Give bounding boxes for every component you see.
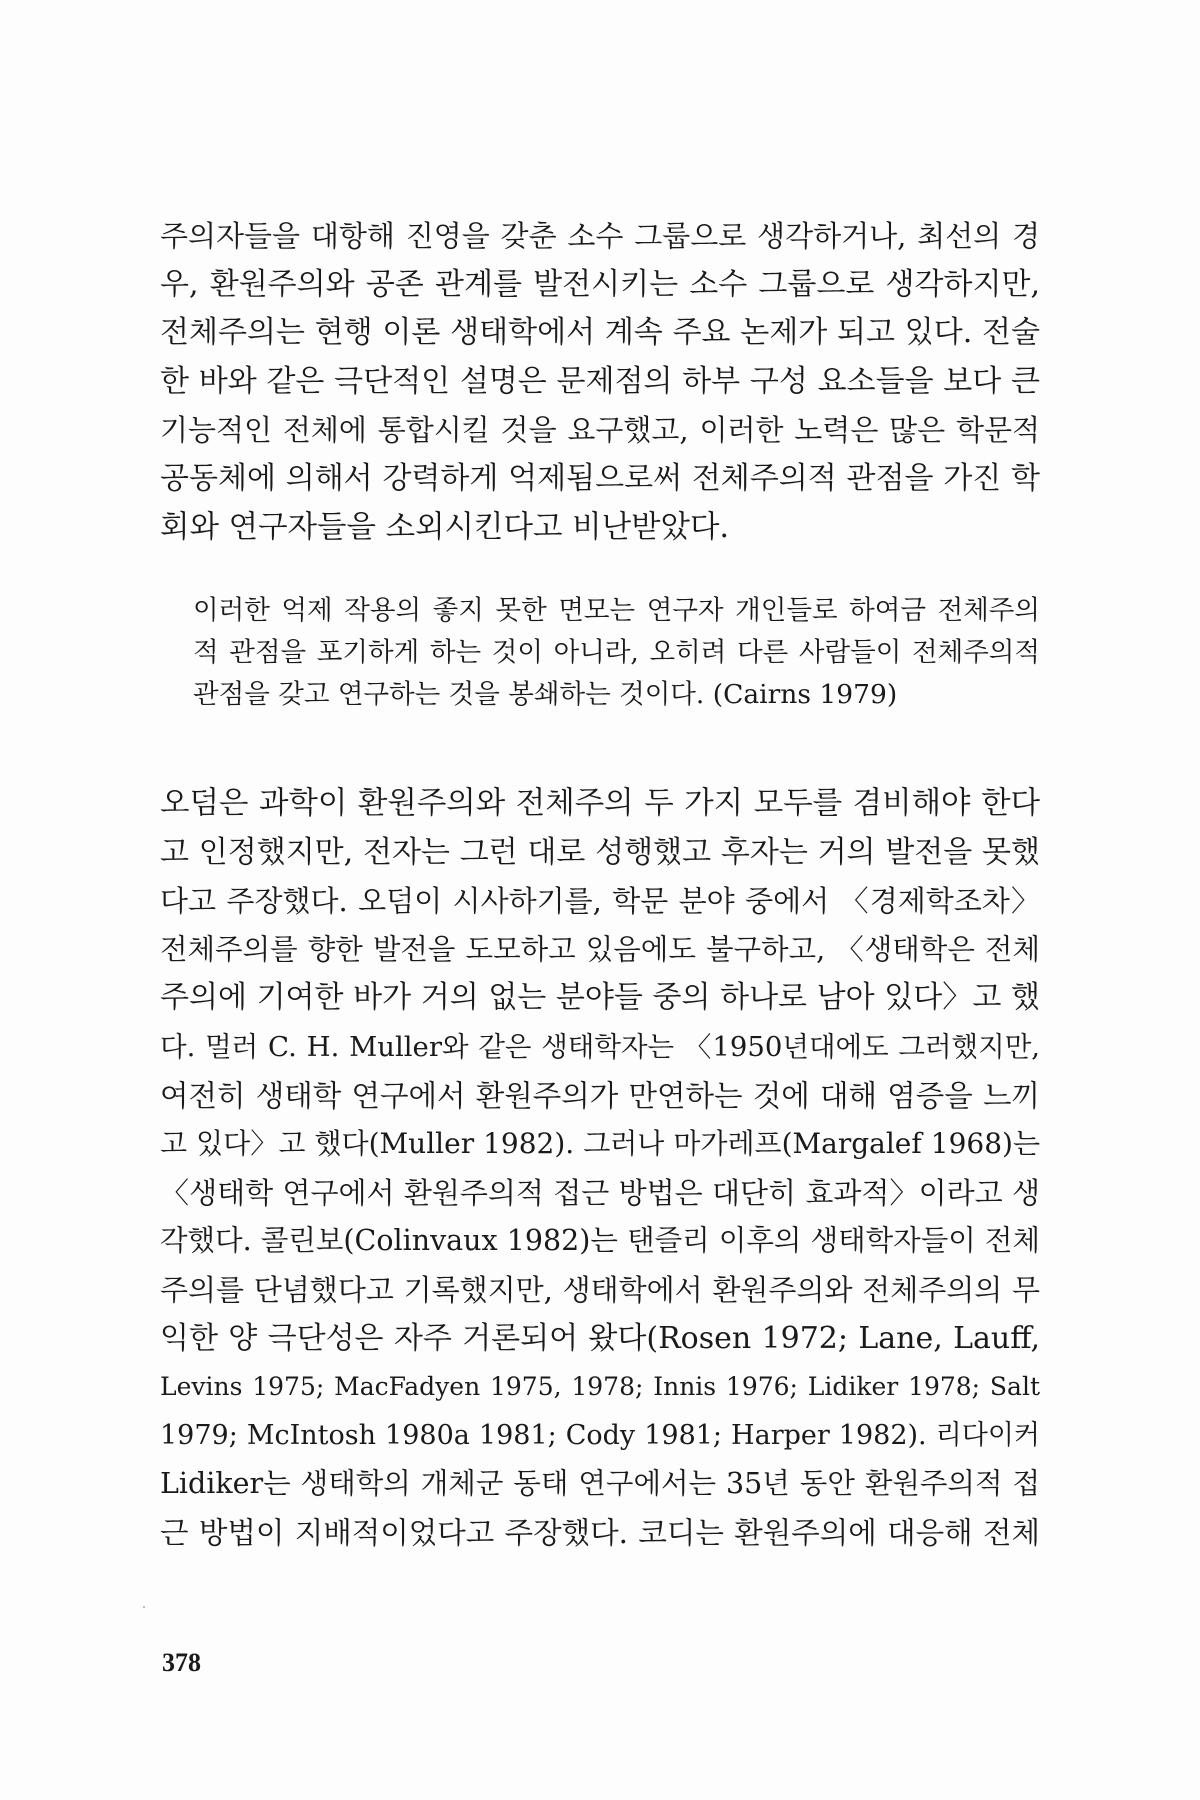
text-line: 여전히 생태학 연구에서 환원주의가 만연하는 것에 대해 염증을 느끼: [160, 1078, 1040, 1113]
text-line: 주의에 기여한 바가 거의 없는 분야들 중의 하나로 남아 있다〉고 했: [160, 980, 1040, 1016]
quote-line: 적 관점을 포기하게 하는 것이 아니라, 오히려 다른 사람들이 전체주의적: [193, 637, 1040, 668]
text-line: 〈생태학 연구에서 환원주의적 접근 방법은 대단히 효과적〉이라고 생: [160, 1175, 1040, 1210]
text-line: 전체주의를 향한 발전을 도모하고 있음에도 불구하고, 〈생태학은 전체: [160, 932, 1040, 966]
text-line: 전체주의는 현행 이론 생태학에서 계속 주요 논제가 되고 있다. 전술: [160, 315, 1040, 351]
text-line: 각했다. 콜린보(Colinvaux 1982)는 탠즐리 이후의 생태학자들이 전체: [160, 1224, 1040, 1258]
text-line: 주의자들을 대항해 진영을 갖춘 소수 그룹으로 생각하거나, 최선의 경: [160, 219, 1040, 253]
text-line: 회와 연구자들을 소외시킨다고 비난받았다.: [160, 509, 730, 545]
block-quote: [193, 590, 1040, 716]
text-line: 익한 양 극단성은 자주 거론되어 왔다(Rosen 1972; Lane, Lauff,: [160, 1320, 1040, 1356]
quote-line: 이러한 억제 작용의 좋지 못한 면모는 연구자 개인들로 하여금 전체주의: [193, 595, 1040, 626]
text-line: 우, 환원주의와 공존 관계를 발전시키는 소수 그룹으로 생각하지만,: [160, 266, 1040, 302]
text-line: 공동체에 의해서 강력하게 억제됨으로써 전체주의적 관점을 가진 학: [160, 460, 1040, 496]
text-line: 주의를 단념했다고 기록했지만, 생태학에서 환원주의와 전체주의의 무: [160, 1272, 1040, 1307]
text-line: 1979; McIntosh 1980a 1981; Cody 1981; Harper 1982). 리다이커: [160, 1419, 1040, 1451]
paragraph-2: [160, 780, 1040, 1558]
text-line: Lidiker는 생태학의 개체군 동태 연구에서는 35년 동안 환원주의적 접: [160, 1467, 1040, 1501]
text-line: 다고 주장했다. 오덤이 시사하기를, 학문 분야 중에서 〈경제학조차〉: [160, 884, 1040, 919]
text-line: 한 바와 같은 극단적인 설명은 문제점의 하부 구성 요소들을 보다 큰: [160, 363, 1040, 399]
text-line: 기능적인 전체에 통합시킬 것을 요구했고, 이러한 노력은 많은 학문적: [160, 413, 1040, 448]
text-line: Levins 1975; MacFadyen 1975, 1978; Innis 1976; Lidiker 1978; Salt: [160, 1372, 1040, 1402]
text-line: 근 방법이 지배적이었다고 주장했다. 코디는 환원주의에 대응해 전체: [160, 1515, 1040, 1550]
margin-mark: [143, 1606, 145, 1608]
text-line: 다. 멀러 C. H. Muller와 같은 생태학자는 〈1950년대에도 그러했지만,: [160, 1030, 1040, 1063]
text-line: 오덤은 과학이 환원주의와 전체주의 두 가지 모두를 겸비해야 한다: [160, 786, 1040, 821]
quote-line: 관점을 갖고 연구하는 것을 봉쇄하는 것이다. (Cairns 1979): [193, 679, 898, 710]
text-line: 고 인정했지만, 전자는 그런 대로 성행했고 후자는 거의 발전을 못했: [160, 834, 1040, 870]
text-line: 고 있다〉고 했다(Muller 1982). 그러나 마가레프(Margalef 1968)는: [160, 1127, 1040, 1161]
paragraph-1: [160, 212, 1040, 552]
page-number: 378: [162, 1648, 201, 1677]
